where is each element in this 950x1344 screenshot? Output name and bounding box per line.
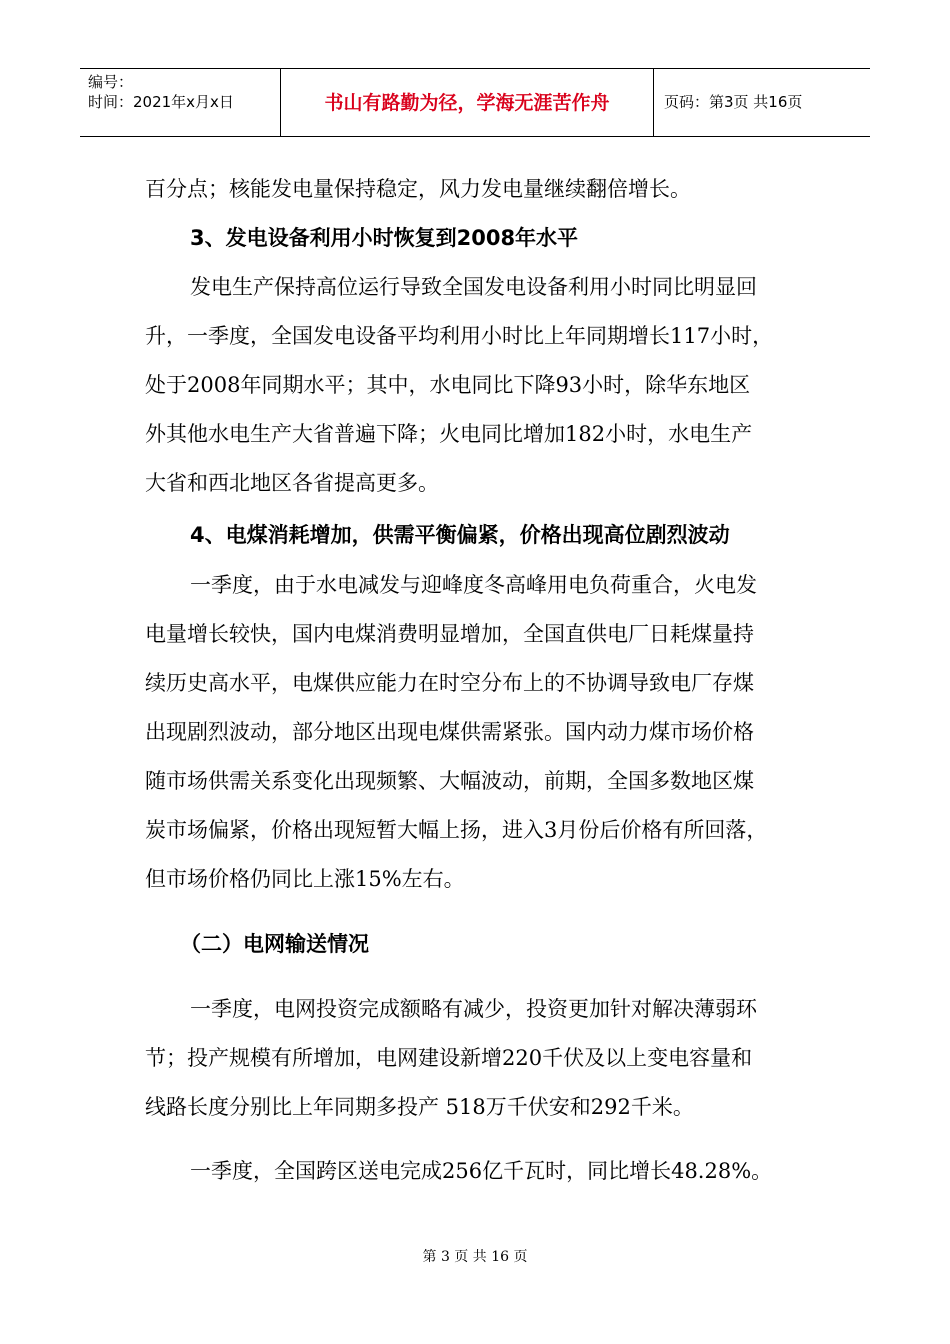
paragraph-line: 线路长度分别比上年同期多投产 518万千伏安和292千米。 xyxy=(145,1095,694,1119)
paragraph-line: 但市场价格仍同比上涨15%左右。 xyxy=(145,867,465,891)
header-info-cell xyxy=(80,69,281,136)
paragraph-line: 一季度，全国跨区送电完成256亿千瓦时，同比增长48.28%。 xyxy=(190,1159,773,1183)
header-motto: 书山有路勤为径，学海无涯苦作舟 xyxy=(324,92,610,114)
page-header xyxy=(80,68,870,137)
section-heading-4: 4、电煤消耗增加，供需平衡偏紧，价格出现高位剧烈波动 xyxy=(190,523,730,547)
paragraph-line: 发电生产保持高位运行导致全国发电设备利用小时同比明显回 xyxy=(190,275,757,299)
section-heading-grid: （二）电网输送情况 xyxy=(180,932,369,956)
paragraph-line: 一季度，由于水电减发与迎峰度冬高峰用电负荷重合，火电发 xyxy=(190,573,757,597)
paragraph-line: 电量增长较快，国内电煤消费明显增加，全国直供电厂日耗煤量持 xyxy=(145,622,754,646)
paragraph-line: 大省和西北地区各省提高更多。 xyxy=(145,471,439,495)
paragraph-line: 出现剧烈波动，部分地区出现电煤供需紧张。国内动力煤市场价格 xyxy=(145,720,754,744)
paragraph-line: 升，一季度，全国发电设备平均利用小时比上年同期增长117小时， xyxy=(145,324,774,348)
paragraph-line: 外其他水电生产大省普遍下降；火电同比增加182小时，水电生产 xyxy=(145,422,753,446)
document-date: 时间：2021年x月x日 xyxy=(88,93,234,111)
paragraph-line: 处于2008年同期水平；其中，水电同比下降93小时，除华东地区 xyxy=(145,373,751,397)
header-page-code: 页码：第3页 共16页 xyxy=(664,93,803,111)
header-page-cell xyxy=(654,69,870,136)
paragraph-line: 续历史高水平，电煤供应能力在时空分布上的不协调导致电厂存煤 xyxy=(145,671,754,695)
paragraph-line: 随市场供需关系变化出现频繁、大幅波动，前期，全国多数地区煤 xyxy=(145,769,754,793)
page-footer: 第 3 页 共 16 页 xyxy=(422,1249,528,1265)
paragraph-line: 节；投产规模有所增加，电网建设新增220千伏及以上变电容量和 xyxy=(145,1046,753,1070)
paragraph-line: 百分点；核能发电量保持稳定，风力发电量继续翻倍增长。 xyxy=(145,177,691,201)
paragraph-line: 一季度，电网投资完成额略有减少，投资更加针对解决薄弱环 xyxy=(190,997,757,1021)
document-number-label: 编号： xyxy=(88,73,134,91)
section-heading-3: 3、发电设备利用小时恢复到2008年水平 xyxy=(190,226,579,250)
paragraph-line: 炭市场偏紧，价格出现短暂大幅上扬，进入3月份后价格有所回落， xyxy=(145,818,768,842)
header-motto-cell xyxy=(281,69,654,136)
